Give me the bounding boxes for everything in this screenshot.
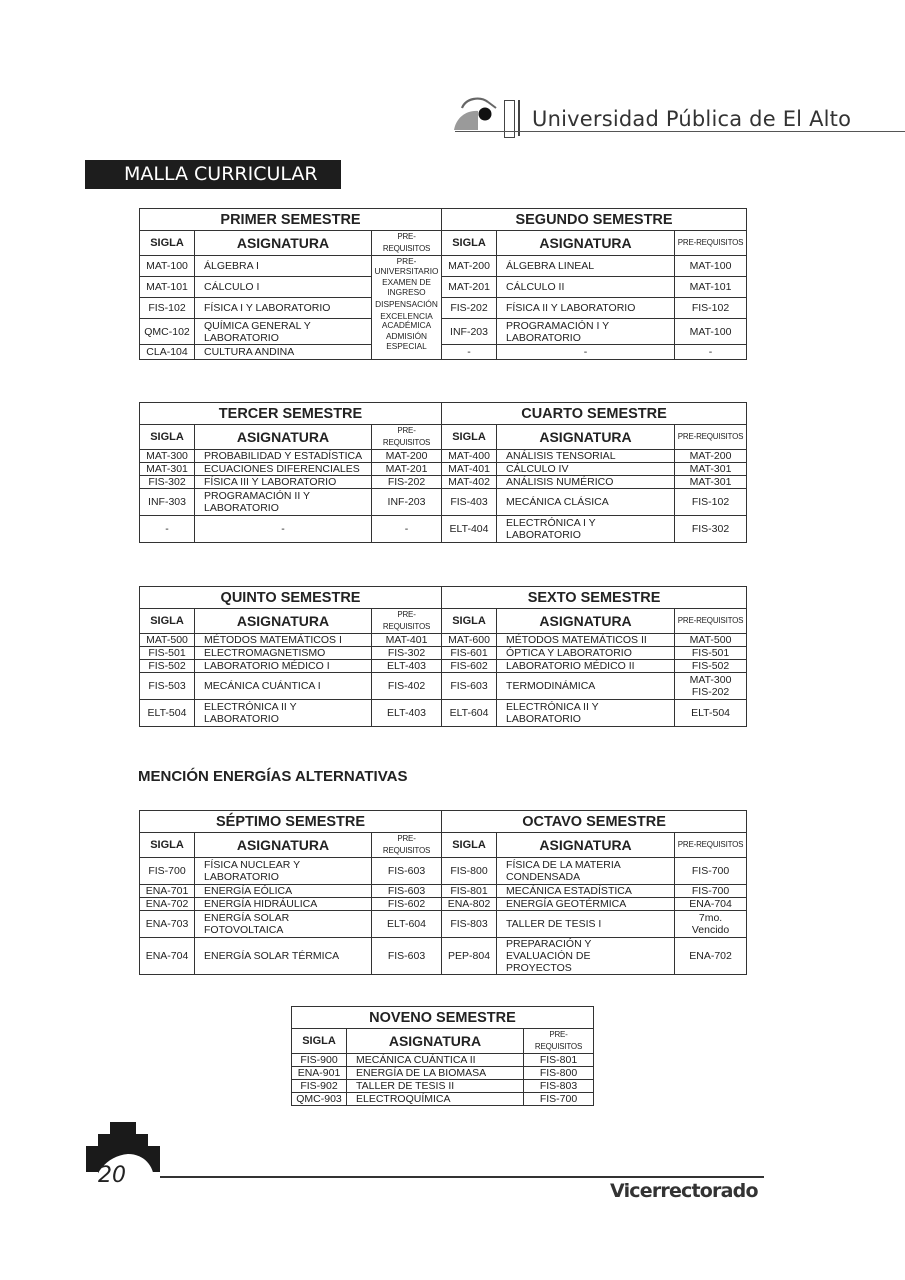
prereq-cell: FIS-602 <box>372 898 442 911</box>
sigla-cell: QMC-903 <box>292 1093 347 1106</box>
asignatura-cell: PROGRAMACIÓN II Y LABORATORIO <box>195 489 372 516</box>
sigla-cell: FIS-202 <box>442 298 497 319</box>
asignatura-cell: ECUACIONES DIFERENCIALES <box>195 463 372 476</box>
prereq-cell: FIS-302 <box>675 516 747 543</box>
semester-title: QUINTO SEMESTRE <box>140 587 442 609</box>
col-prereq: PRE-REQUISITOS <box>372 609 442 634</box>
sigla-cell: FIS-801 <box>442 885 497 898</box>
table-row <box>140 700 747 727</box>
prereq-cell: ELT-403 <box>372 660 442 673</box>
asignatura-cell: ÁLGEBRA I <box>195 256 372 277</box>
table-row <box>140 911 747 938</box>
sigla-cell: CLA-104 <box>140 345 195 360</box>
asignatura-cell: PROBABILIDAD Y ESTADÍSTICA <box>195 450 372 463</box>
prereq-cell: FIS-501 <box>675 647 747 660</box>
col-sigla: SIGLA <box>140 833 195 858</box>
prereq-cell: - <box>372 516 442 543</box>
sigla-cell: FIS-800 <box>442 858 497 885</box>
sigla-cell: FIS-501 <box>140 647 195 660</box>
table-row <box>140 885 747 898</box>
semester-title: PRIMER SEMESTRE <box>140 209 442 231</box>
sigla-cell: - <box>442 345 497 360</box>
admission-requirements-cell <box>372 256 442 360</box>
asignatura-cell: TERMODINÁMICA <box>497 673 675 700</box>
asignatura-cell: ÁLGEBRA LINEAL <box>497 256 675 277</box>
sigla-cell: PEP-804 <box>442 938 497 975</box>
sigla-cell: FIS-902 <box>292 1080 347 1093</box>
header-rule <box>455 131 905 132</box>
semesters-7-8-table <box>139 810 747 975</box>
table-row <box>140 634 747 647</box>
table-row <box>140 660 747 673</box>
page-number: 20 <box>98 1163 126 1188</box>
prereq-cell: FIS-803 <box>524 1080 594 1093</box>
prereq-cell: FIS-700 <box>675 885 747 898</box>
asignatura-cell: PROGRAMACIÓN I Y LABORATORIO <box>497 319 675 345</box>
sigla-cell: MAT-200 <box>442 256 497 277</box>
asignatura-cell: PREPARACIÓN Y EVALUACIÓN DE PROYECTOS <box>497 938 675 975</box>
sigla-cell: ELT-504 <box>140 700 195 727</box>
asignatura-cell: TALLER DE TESIS II <box>347 1080 524 1093</box>
andean-cross-emblem <box>84 1120 164 1200</box>
section-title: MALLA CURRICULAR <box>85 160 341 189</box>
col-asignatura: ASIGNATURA <box>497 231 675 256</box>
asignatura-cell: CULTURA ANDINA <box>195 345 372 360</box>
asignatura-cell: MECÁNICA CUÁNTICA I <box>195 673 372 700</box>
asignatura-cell: MECÁNICA CLÁSICA <box>497 489 675 516</box>
asignatura-cell: ENERGÍA EÓLICA <box>195 885 372 898</box>
sigla-cell: FIS-803 <box>442 911 497 938</box>
asignatura-cell: CÁLCULO I <box>195 277 372 298</box>
sigla-cell: MAT-401 <box>442 463 497 476</box>
col-sigla: SIGLA <box>140 425 195 450</box>
sigla-cell: MAT-400 <box>442 450 497 463</box>
asignatura-cell: ENERGÍA SOLAR TÉRMICA <box>195 938 372 975</box>
table-row <box>140 858 747 885</box>
semesters-1-2-table <box>139 208 747 360</box>
prereq-cell: FIS-700 <box>524 1093 594 1106</box>
prereq-cell: MAT-100 <box>675 319 747 345</box>
sigla-cell: FIS-603 <box>442 673 497 700</box>
sigla-cell: MAT-600 <box>442 634 497 647</box>
header-bar-mark <box>504 100 515 138</box>
sigla-cell: FIS-503 <box>140 673 195 700</box>
prereq-cell: INF-203 <box>372 489 442 516</box>
col-prereq: PRE-REQUISITOS <box>524 1029 594 1054</box>
mention-heading: MENCIÓN ENERGÍAS ALTERNATIVAS <box>138 768 408 785</box>
table-row <box>140 345 747 360</box>
sigla-cell: FIS-900 <box>292 1054 347 1067</box>
admission-requirement: EXAMEN DE INGRESO <box>382 277 431 298</box>
asignatura-cell: ELECTRÓNICA I Y LABORATORIO <box>497 516 675 543</box>
sigla-cell: MAT-300 <box>140 450 195 463</box>
asignatura-cell: ANÁLISIS NUMÉRICO <box>497 476 675 489</box>
sigla-cell: FIS-302 <box>140 476 195 489</box>
semester-9-table <box>291 1006 594 1106</box>
col-prereq: PRE-REQUISITOS <box>372 833 442 858</box>
asignatura-cell: ENERGÍA DE LA BIOMASA <box>347 1067 524 1080</box>
asignatura-cell: MÉTODOS MATEMÁTICOS II <box>497 634 675 647</box>
semester-title: TERCER SEMESTRE <box>140 403 442 425</box>
vicerrectorado-logo: Vicerrectorado <box>610 1180 758 1202</box>
prereq-cell: ELT-504 <box>675 700 747 727</box>
table-row <box>292 1093 594 1106</box>
col-prereq: PRE-REQUISITOS <box>675 231 747 256</box>
asignatura-cell: FÍSICA I Y LABORATORIO <box>195 298 372 319</box>
col-sigla: SIGLA <box>442 833 497 858</box>
prereq-cell: MAT-500 <box>675 634 747 647</box>
prereq-cell: MAT-201 <box>372 463 442 476</box>
table-row <box>140 516 747 543</box>
asignatura-cell: ENERGÍA GEOTÉRMICA <box>497 898 675 911</box>
sigla-cell: ENA-701 <box>140 885 195 898</box>
prereq-cell: MAT-101 <box>675 277 747 298</box>
asignatura-cell: MECÁNICA CUÁNTICA II <box>347 1054 524 1067</box>
prereq-cell: ENA-702 <box>675 938 747 975</box>
asignatura-cell: ENERGÍA HIDRÁULICA <box>195 898 372 911</box>
asignatura-cell: LABORATORIO MÉDICO II <box>497 660 675 673</box>
table-row <box>140 476 747 489</box>
asignatura-cell: FÍSICA NUCLEAR Y LABORATORIO <box>195 858 372 885</box>
col-asignatura: ASIGNATURA <box>195 231 372 256</box>
prereq-cell: FIS-502 <box>675 660 747 673</box>
col-asignatura: ASIGNATURA <box>497 833 675 858</box>
col-asignatura: ASIGNATURA <box>195 609 372 634</box>
asignatura-cell: TALLER DE TESIS I <box>497 911 675 938</box>
prereq-cell: 7mo. Vencido <box>675 911 747 938</box>
prereq-cell: ENA-704 <box>675 898 747 911</box>
col-asignatura: ASIGNATURA <box>195 425 372 450</box>
asignatura-cell: ÓPTICA Y LABORATORIO <box>497 647 675 660</box>
col-asignatura: ASIGNATURA <box>195 833 372 858</box>
prereq-cell: MAT-200 <box>675 450 747 463</box>
sigla-cell: ENA-901 <box>292 1067 347 1080</box>
asignatura-cell: QUÍMICA GENERAL Y LABORATORIO <box>195 319 372 345</box>
table-row <box>140 489 747 516</box>
prereq-cell: FIS-202 <box>372 476 442 489</box>
prereq-cell: MAT-200 <box>372 450 442 463</box>
asignatura-cell: FÍSICA DE LA MATERIA CONDENSADA <box>497 858 675 885</box>
asignatura-cell: ELECTROMAGNETISMO <box>195 647 372 660</box>
col-sigla: SIGLA <box>292 1029 347 1054</box>
prereq-cell: MAT-300 FIS-202 <box>675 673 747 700</box>
col-sigla: SIGLA <box>442 231 497 256</box>
sigla-cell: INF-203 <box>442 319 497 345</box>
prereq-cell: FIS-800 <box>524 1067 594 1080</box>
sigla-cell: MAT-500 <box>140 634 195 647</box>
col-asignatura: ASIGNATURA <box>347 1029 524 1054</box>
semester-title: OCTAVO SEMESTRE <box>442 811 747 833</box>
sigla-cell: FIS-502 <box>140 660 195 673</box>
col-asignatura: ASIGNATURA <box>497 609 675 634</box>
asignatura-cell: MECÁNICA ESTADÍSTICA <box>497 885 675 898</box>
semester-title: SEXTO SEMESTRE <box>442 587 747 609</box>
col-prereq: PRE-REQUISITOS <box>675 833 747 858</box>
table-row <box>140 277 747 298</box>
asignatura-cell: ELECTRÓNICA II Y LABORATORIO <box>497 700 675 727</box>
sigla-cell: ELT-404 <box>442 516 497 543</box>
asignatura-cell: CÁLCULO IV <box>497 463 675 476</box>
prereq-cell: FIS-603 <box>372 938 442 975</box>
sigla-cell: ENA-702 <box>140 898 195 911</box>
sigla-cell: ELT-604 <box>442 700 497 727</box>
sigla-cell: FIS-102 <box>140 298 195 319</box>
prereq-cell: ELT-403 <box>372 700 442 727</box>
sigla-cell: FIS-602 <box>442 660 497 673</box>
semesters-3-4-table <box>139 402 747 543</box>
table-row <box>292 1054 594 1067</box>
sigla-cell: ENA-703 <box>140 911 195 938</box>
col-prereq: PRE-REQUISITOS <box>675 425 747 450</box>
table-row <box>292 1067 594 1080</box>
sigla-cell: ENA-704 <box>140 938 195 975</box>
prereq-cell: FIS-402 <box>372 673 442 700</box>
asignatura-cell: CÁLCULO II <box>497 277 675 298</box>
sigla-cell: - <box>140 516 195 543</box>
table-row <box>140 256 747 277</box>
sigla-cell: FIS-601 <box>442 647 497 660</box>
asignatura-cell: - <box>497 345 675 360</box>
admission-requirement: PRE-UNIVERSITARIO <box>374 256 439 276</box>
asignatura-cell: ENERGÍA SOLAR FOTOVOLTAICA <box>195 911 372 938</box>
prereq-cell: FIS-603 <box>372 858 442 885</box>
asignatura-cell: MÉTODOS MATEMÁTICOS I <box>195 634 372 647</box>
prereq-cell: - <box>675 345 747 360</box>
table-row <box>140 898 747 911</box>
admission-requirement: ADMISIÓN ESPECIAL <box>385 330 428 351</box>
sigla-cell: FIS-700 <box>140 858 195 885</box>
col-asignatura: ASIGNATURA <box>497 425 675 450</box>
table-row <box>140 647 747 660</box>
prereq-cell: FIS-102 <box>675 489 747 516</box>
asignatura-cell: FÍSICA III Y LABORATORIO <box>195 476 372 489</box>
col-prereq: PRE-REQUISITOS <box>372 425 442 450</box>
sigla-cell: ENA-802 <box>442 898 497 911</box>
asignatura-cell: ANÁLISIS TENSORIAL <box>497 450 675 463</box>
prereq-cell: MAT-100 <box>675 256 747 277</box>
table-row <box>140 938 747 975</box>
prereq-cell: ELT-604 <box>372 911 442 938</box>
semester-title: CUARTO SEMESTRE <box>442 403 747 425</box>
prereq-cell: FIS-801 <box>524 1054 594 1067</box>
table-row <box>140 298 747 319</box>
table-row <box>140 673 747 700</box>
sigla-cell: MAT-100 <box>140 256 195 277</box>
asignatura-cell: - <box>195 516 372 543</box>
semester-title: SÉPTIMO SEMESTRE <box>140 811 442 833</box>
table-row <box>140 319 747 345</box>
asignatura-cell: ELECTROQUÍMICA <box>347 1093 524 1106</box>
prereq-cell: FIS-603 <box>372 885 442 898</box>
col-prereq: PRE-REQUISITOS <box>675 609 747 634</box>
col-sigla: SIGLA <box>442 425 497 450</box>
prereq-cell: FIS-302 <box>372 647 442 660</box>
table-row <box>140 450 747 463</box>
asignatura-cell: ELECTRÓNICA II Y LABORATORIO <box>195 700 372 727</box>
prereq-cell: FIS-700 <box>675 858 747 885</box>
sigla-cell: MAT-301 <box>140 463 195 476</box>
admission-requirement: DISPENSACIÓN <box>375 298 438 309</box>
semester-title: NOVENO SEMESTRE <box>292 1007 594 1029</box>
sigla-cell: MAT-101 <box>140 277 195 298</box>
semester-title: SEGUNDO SEMESTRE <box>442 209 747 231</box>
col-sigla: SIGLA <box>140 231 195 256</box>
sigla-cell: INF-303 <box>140 489 195 516</box>
sigla-cell: MAT-402 <box>442 476 497 489</box>
col-sigla: SIGLA <box>140 609 195 634</box>
asignatura-cell: FÍSICA II Y LABORATORIO <box>497 298 675 319</box>
asignatura-cell: LABORATORIO MÉDICO I <box>195 660 372 673</box>
prereq-cell: FIS-102 <box>675 298 747 319</box>
university-name: Universidad Pública de El Alto <box>532 107 852 131</box>
table-row <box>140 463 747 476</box>
admission-requirement: EXCELENCIA ACADÉMICA <box>380 310 433 331</box>
prereq-cell: MAT-401 <box>372 634 442 647</box>
prereq-cell: MAT-301 <box>675 463 747 476</box>
sigla-cell: MAT-201 <box>442 277 497 298</box>
semesters-5-6-table <box>139 586 747 727</box>
sigla-cell: QMC-102 <box>140 319 195 345</box>
sigla-cell: FIS-403 <box>442 489 497 516</box>
col-prereq: PRE-REQUISITOS <box>372 231 442 256</box>
prereq-cell: MAT-301 <box>675 476 747 489</box>
table-row <box>292 1080 594 1093</box>
col-sigla: SIGLA <box>442 609 497 634</box>
footer-rule <box>160 1176 764 1178</box>
university-logo <box>452 96 504 134</box>
